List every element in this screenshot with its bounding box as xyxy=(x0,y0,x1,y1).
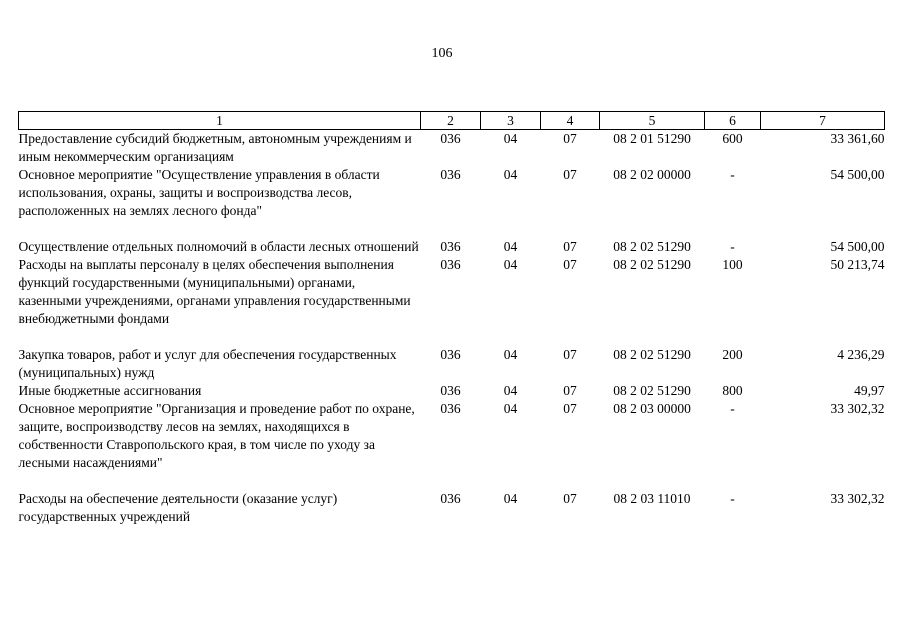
header-col-2: 2 xyxy=(421,112,481,130)
row-section-cell: 04 xyxy=(503,131,518,146)
header-col-3: 3 xyxy=(481,112,541,130)
row-name-cell: Основное мероприятие "Организация и проведение работ по охране, защите, воспроизводству лесов на землях, находящихся в собственности Ставропольского края, в том числе по уходу за лесными насаждениями" xyxy=(18,401,415,470)
row-type-cell: 600 xyxy=(722,131,743,146)
row-amount-cell: 33 361,60 xyxy=(830,131,885,146)
row-type-cell: - xyxy=(730,401,735,416)
row-code-cell: 036 xyxy=(440,167,461,182)
budget-table xyxy=(18,111,885,526)
row-target-cell: 08 2 02 51290 xyxy=(613,257,691,272)
page-number: 106 xyxy=(431,46,453,61)
table-row xyxy=(19,238,885,256)
row-type-cell: - xyxy=(730,239,735,254)
row-amount-cell: 33 302,32 xyxy=(830,491,885,506)
row-type-cell: 200 xyxy=(722,347,743,362)
row-code-cell: 036 xyxy=(440,239,461,254)
row-section-cell: 04 xyxy=(503,491,518,506)
header-col-5: 5 xyxy=(600,112,705,130)
table-row xyxy=(19,382,885,400)
row-name-cell: Закупка товаров, работ и услуг для обеспечения государственных (муниципальных) нужд xyxy=(18,347,397,380)
row-name-cell: Основное мероприятие "Осуществление управления в области использования, охраны, защиты и воспроизводства лесов, расположенных на землях лесного фонда" xyxy=(18,167,380,218)
row-code-cell: 036 xyxy=(440,401,461,416)
table-row xyxy=(19,166,885,238)
row-section-cell: 04 xyxy=(503,257,518,272)
row-code-cell: 036 xyxy=(440,383,461,398)
table-row xyxy=(19,400,885,490)
row-subsection-cell: 07 xyxy=(563,131,577,146)
row-target-cell: 08 2 02 51290 xyxy=(613,383,691,398)
row-amount-cell: 50 213,74 xyxy=(830,257,885,272)
table-row xyxy=(19,256,885,346)
row-subsection-cell: 07 xyxy=(563,167,577,182)
row-target-cell: 08 2 01 51290 xyxy=(613,131,691,146)
table-row xyxy=(19,346,885,382)
row-type-cell: - xyxy=(730,491,735,506)
row-subsection-cell: 07 xyxy=(563,491,577,506)
row-code-cell: 036 xyxy=(440,131,461,146)
row-subsection-cell: 07 xyxy=(563,239,577,254)
row-name-cell: Осуществление отдельных полномочий в области лесных отношений xyxy=(18,239,419,254)
header-col-7: 7 xyxy=(761,112,885,130)
row-amount-cell: 54 500,00 xyxy=(830,239,885,254)
row-subsection-cell: 07 xyxy=(563,383,577,398)
row-target-cell: 08 2 02 00000 xyxy=(613,167,691,182)
header-row xyxy=(19,112,885,130)
row-target-cell: 08 2 02 51290 xyxy=(613,347,691,362)
row-name-cell: Расходы на выплаты персоналу в целях обеспечения выполнения функций государственными (муниципальными) органами, казенными учреждениями, органами управления государственными внебюджетными фондами xyxy=(18,257,411,326)
table-row xyxy=(19,490,885,526)
row-subsection-cell: 07 xyxy=(563,401,577,416)
row-section-cell: 04 xyxy=(503,401,518,416)
row-name-cell: Предоставление субсидий бюджетным, автономным учреждениям и иным некоммерческим организациям xyxy=(18,131,412,164)
header-col-6: 6 xyxy=(705,112,761,130)
row-section-cell: 04 xyxy=(503,383,518,398)
row-amount-cell: 4 236,29 xyxy=(837,347,885,362)
row-section-cell: 04 xyxy=(503,167,518,182)
row-target-cell: 08 2 02 51290 xyxy=(613,239,691,254)
row-target-cell: 08 2 03 00000 xyxy=(613,401,691,416)
row-subsection-cell: 07 xyxy=(563,347,577,362)
table-row xyxy=(19,130,885,167)
row-section-cell: 04 xyxy=(503,239,518,254)
row-code-cell: 036 xyxy=(440,491,461,506)
row-type-cell: 100 xyxy=(722,257,743,272)
row-amount-cell: 49,97 xyxy=(854,383,885,398)
row-amount-cell: 54 500,00 xyxy=(830,167,885,182)
row-code-cell: 036 xyxy=(440,257,461,272)
row-type-cell: 800 xyxy=(722,383,743,398)
row-section-cell: 04 xyxy=(503,347,518,362)
header-col-4: 4 xyxy=(541,112,600,130)
row-subsection-cell: 07 xyxy=(563,257,577,272)
row-name-cell: Расходы на обеспечение деятельности (оказание услуг) государственных учреждений xyxy=(18,491,338,524)
row-code-cell: 036 xyxy=(440,347,461,362)
row-type-cell: - xyxy=(730,167,735,182)
row-name-cell: Иные бюджетные ассигнования xyxy=(18,383,202,398)
row-target-cell: 08 2 03 11010 xyxy=(613,491,691,506)
header-col-1: 1 xyxy=(19,112,421,130)
row-amount-cell: 33 302,32 xyxy=(830,401,885,416)
